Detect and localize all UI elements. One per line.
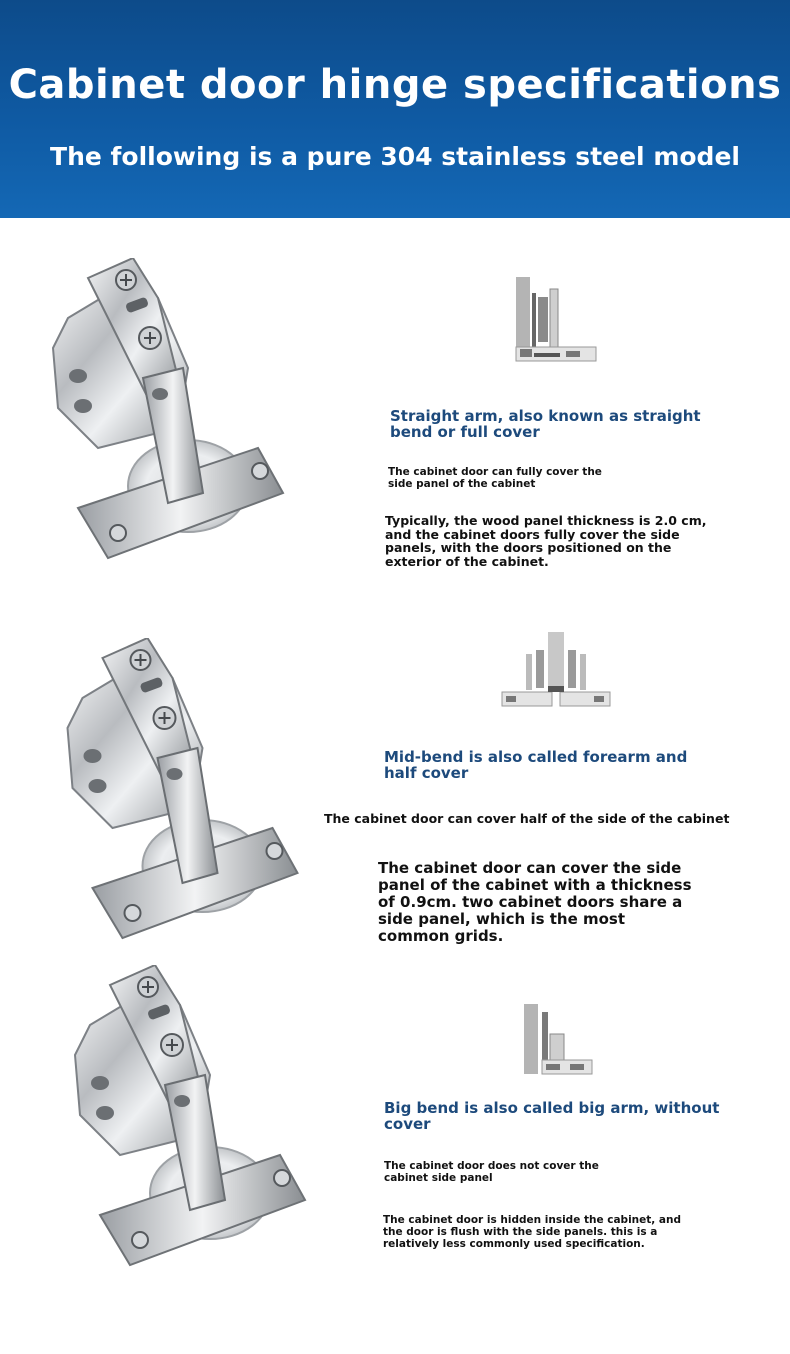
spec-mid-bend	[0, 630, 790, 950]
spec-title: Straight arm, also known as straight bend or full cover	[390, 407, 701, 441]
spec-title: Big bend is also called big arm, without cover	[384, 1099, 720, 1133]
spec-detail: The cabinet door can cover the side panel of the cabinet with a thickness of 0.9cm. two cabinet doors share a side panel, which is the most common grids.	[378, 859, 692, 945]
installation-diagram	[510, 275, 602, 370]
spec-title: Mid-bend is also called forearm and half cover	[384, 748, 688, 782]
spec-straight-arm	[0, 250, 790, 580]
page-header	[0, 0, 790, 218]
hinge-photo	[38, 258, 298, 568]
hinge-photo	[40, 965, 340, 1275]
spec-big-bend	[0, 960, 790, 1290]
spec-detail: The cabinet door is hidden inside the cabinet, and the door is flush with the side panels. this is a relatively less commonly used specification.	[383, 1214, 681, 1250]
spec-detail: Typically, the wood panel thickness is 2.0 cm, and the cabinet doors fully cover the side panels, with the doors positioned on the exterior of the cabinet.	[385, 513, 707, 569]
hinge-photo	[45, 638, 320, 948]
spec-summary: The cabinet door can cover half of the side of the cabinet	[324, 811, 730, 826]
installation-diagram	[520, 1000, 596, 1080]
spec-summary: The cabinet door can fully cover the side panel of the cabinet	[388, 466, 602, 490]
page-subtitle: The following is a pure 304 stainless steel model	[50, 142, 740, 171]
installation-diagram	[500, 630, 612, 710]
spec-summary: The cabinet door does not cover the cabinet side panel	[384, 1160, 599, 1184]
page-title: Cabinet door hinge specifications	[8, 62, 782, 108]
